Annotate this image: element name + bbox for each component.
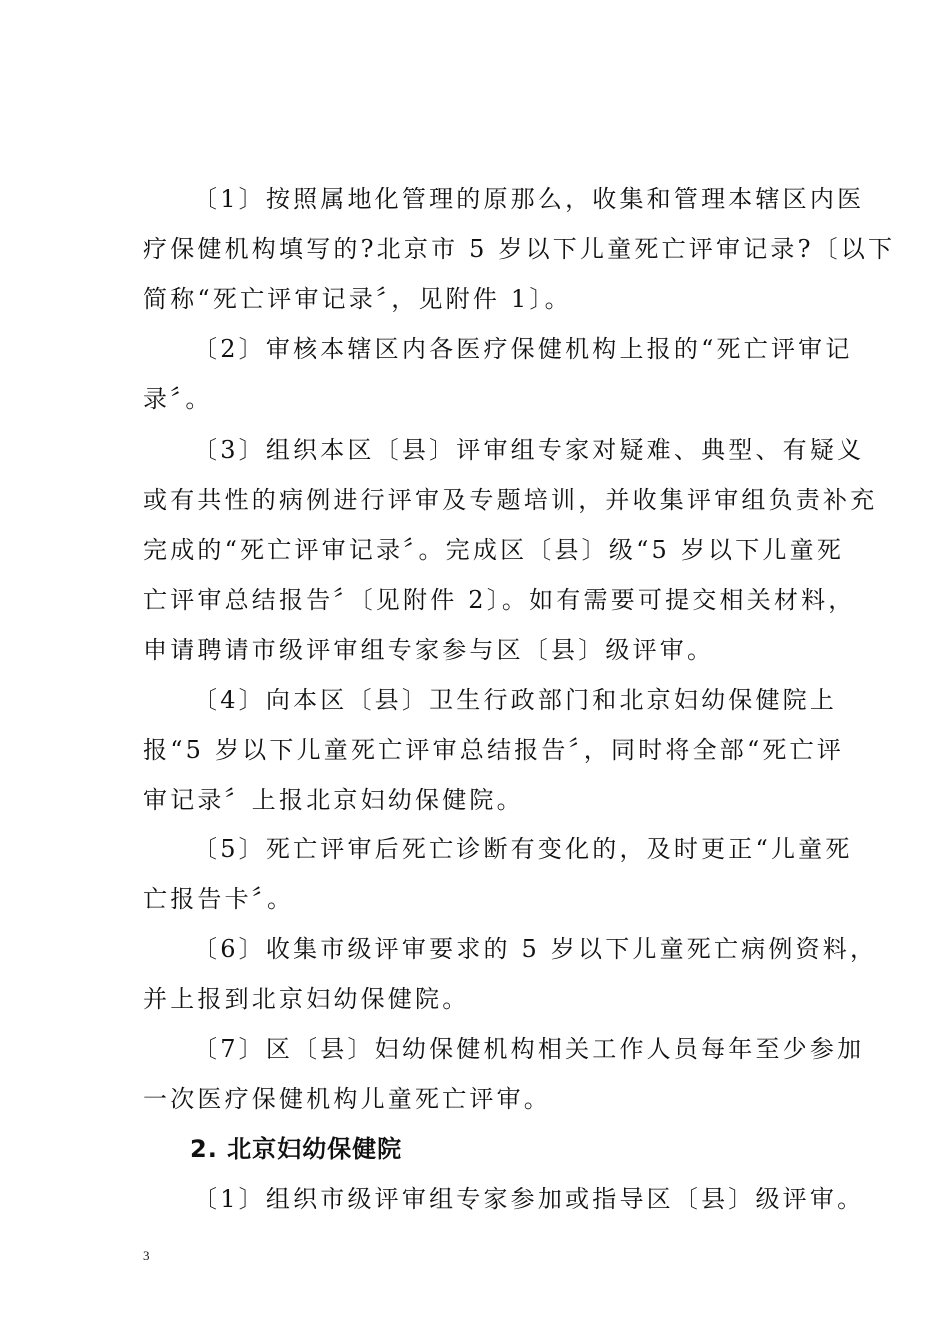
paragraph-2-line-1: 〔2〕审核本辖区内各医疗保健机构上报的“死亡评审记	[193, 335, 853, 363]
paragraph-7-line-2: 一次医疗保健机构儿童死亡评审。	[143, 1085, 551, 1113]
section-heading: 2. 北京妇幼保健院	[190, 1135, 403, 1163]
section-paragraph-1-line-1: 〔1〕组织市级评审组专家参加或指导区〔县〕级评审。	[193, 1185, 865, 1213]
paragraph-4-line-3: 审记录〞上报北京妇幼保健院。	[143, 786, 524, 814]
paragraph-7-line-1: 〔7〕区〔县〕妇幼保健机构相关工作人员每年至少参加	[193, 1035, 865, 1063]
paragraph-3-line-3: 完成的“死亡评审记录〞。完成区〔县〕级“5 岁以下儿童死	[143, 536, 845, 564]
paragraph-6-line-2: 并上报到北京妇幼保健院。	[143, 985, 470, 1013]
paragraph-5-line-1: 〔5〕死亡评审后死亡诊断有变化的，及时更正“儿童死	[193, 835, 853, 863]
paragraph-6-line-1: 〔6〕收集市级评审要求的 5 岁以下儿童死亡病例资料，	[193, 935, 878, 963]
paragraph-2-line-2: 录〞。	[143, 385, 213, 413]
paragraph-3-line-5: 申请聘请市级评审组专家参与区〔县〕级评审。	[143, 636, 715, 664]
paragraph-3-line-2: 或有共性的病例进行评审及专题培训，并收集评审组负责补充	[143, 486, 878, 514]
paragraph-1-line-2: 疗保健机构填写的?北京市 5 岁以下儿童死亡评审记录?〔以下	[143, 235, 896, 263]
paragraph-1-line-3: 简称“死亡评审记录〞，见附件 1〕。	[143, 285, 572, 313]
paragraph-4-line-2: 报“5 岁以下儿童死亡评审总结报告〞，同时将全部“死亡评	[143, 736, 845, 764]
paragraph-4-line-1: 〔4〕向本区〔县〕卫生行政部门和北京妇幼保健院上	[193, 686, 838, 714]
page-number: 3	[143, 1248, 150, 1263]
paragraph-1-line-1: 〔1〕按照属地化管理的原那么，收集和管理本辖区内医	[193, 185, 865, 213]
paragraph-3-line-1: 〔3〕组织本区〔县〕评审组专家对疑难、典型、有疑义	[193, 436, 865, 464]
paragraph-5-line-2: 亡报告卡〞。	[143, 885, 295, 913]
paragraph-3-line-4: 亡评审总结报告〞〔见附件 2〕。如有需要可提交相关材料，	[143, 586, 856, 614]
